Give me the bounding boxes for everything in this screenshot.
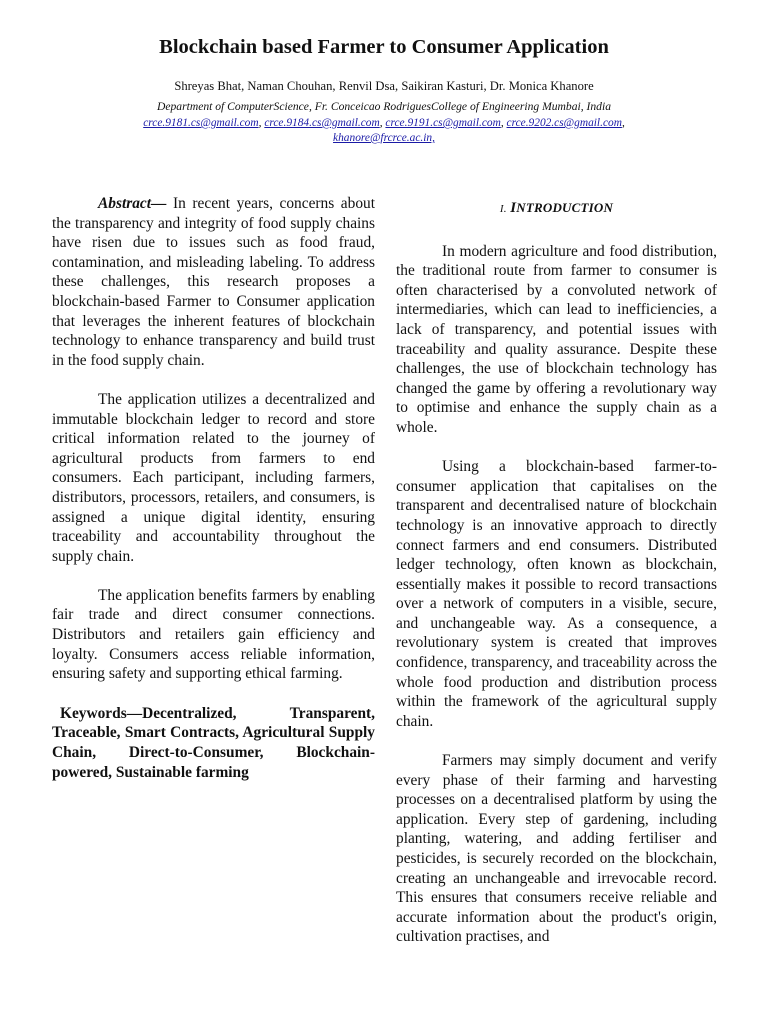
section-title: NTRODUCTION	[516, 200, 614, 215]
email-link[interactable]: crce.9202.cs@gmail.com	[506, 117, 622, 129]
email-link[interactable]: crce.9191.cs@gmail.com	[385, 117, 501, 129]
section-heading-introduction	[396, 198, 717, 220]
intro-paragraph-3: Farmers may simply document and verify every phase of their farming and harvesting processes on a decentralised platform by using the application. Every step of gardening, including planting, watering, and adding fertiliser and pesticides, is securely recorded on the blockchain, creating an unchangeable and irrevocable record. This ensures that consumers receive reliable and accurate information about the product's origin, cultivation practises, and	[396, 752, 717, 946]
affiliation: Department of ComputerScience, Fr. Conceicao RodriguesCollege of Engineering Mumbai, India	[156, 100, 611, 113]
abstract-text-1: In recent years, concerns about the transparency and integrity of food supply chains have risen due to issues such as food fraud, contamination, and misleading labeling. To address these challenges, this research proposes a blockchain-based Farmer to Consumer application that leverages the inherent features of blockchain technology to enhance transparency and build trust in the food supply chain.	[52, 195, 375, 369]
abstract-paragraph-3: The application benefits farmers by enabling fair trade and direct consumer connections. Distributors and retailers gain efficiency and loyalty. Consumers access reliable information, ensuring safety and supporting ethical farming.	[52, 586, 375, 683]
abstract-paragraph-1	[52, 194, 375, 370]
left-column	[52, 194, 375, 782]
abstract-heading: Abstract—	[98, 195, 167, 212]
right-column	[396, 196, 717, 967]
section-initial: I	[510, 200, 517, 216]
email-link[interactable]: khanore@frcrce.ac.in,	[333, 132, 435, 144]
section-number: I.	[499, 203, 507, 215]
intro-paragraph-2: Using a blockchain-based farmer-to-consumer application that capitalises on the transparent and decentralised nature of blockchain technology is an innovative approach to directly connect farmers and end consumers. Distributed ledger technology, often known as blockchain, essentially makes it possible to record transactions over a network of computers in a visible, secure, and unchangeable way. As a consequence, a revolutionary system is created that improves confidence, transparency, and traceability across the whole food production and distribution process within the framework of the agricultural supply chain.	[396, 458, 717, 730]
email-link[interactable]: crce.9181.cs@gmail.com	[143, 117, 259, 129]
author-list: Shreyas Bhat, Naman Chouhan, Renvil Dsa, Saikiran Kasturi, Dr. Monica Khanore	[174, 79, 594, 93]
abstract-paragraph-2: The application utilizes a decentralized and immutable blockchain ledger to record and store critical information related to the journey of agricultural products from farmers to end consumers. Each participant, including farmers, distributors, processors, retailers, and consumers, is assigned a unique digital identity, ensuring traceability and accountability throughout the supply chain.	[52, 390, 375, 565]
email-list: crce.9181.cs@gmail.com, crce.9184.cs@gmail.com, crce.9191.cs@gmail.com, crce.9202.cs@gmail.com, khanore@frcrce.ac.in,	[143, 117, 625, 144]
paper-title: Blockchain based Farmer to Consumer Application	[159, 36, 609, 58]
email-link[interactable]: crce.9184.cs@gmail.com	[264, 117, 380, 129]
intro-paragraph-1: In modern agriculture and food distribution, the traditional route from farmer to consumer is often characterised by a convoluted network of intermediaries, which can lead to inefficiencies, a lack of transparency, and potential issues with traceability and quality assurance. Despite these challenges, the use of blockchain technology has changed the game by offering a revolutionary way to optimise and enhance the supply chain as a whole.	[396, 242, 717, 436]
keywords: Keywords—Decentralized, Transparent, Traceable, Smart Contracts, Agricultural Supply Chain, Direct-to-Consumer, Blockchain-powered, Sustainable farming	[52, 704, 375, 781]
